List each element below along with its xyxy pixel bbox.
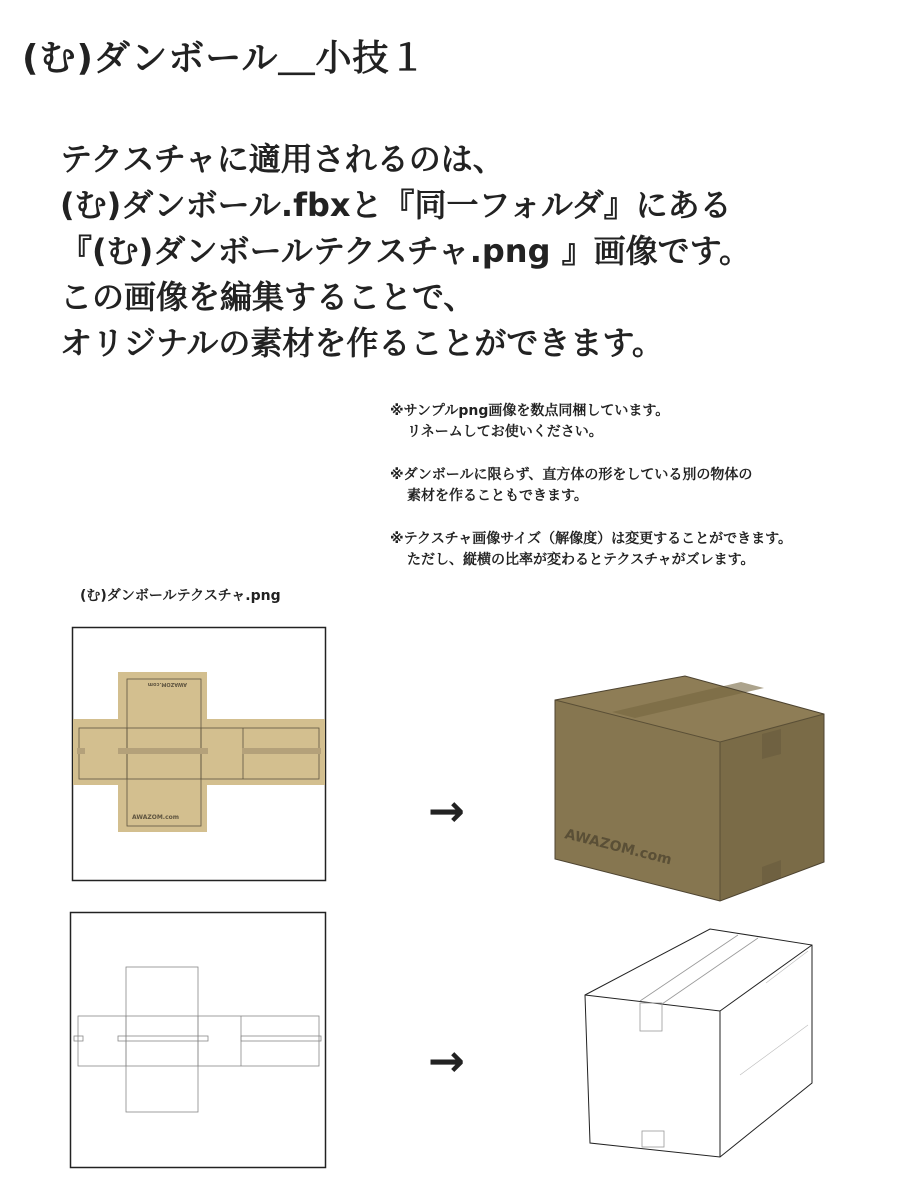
box-outline [580,925,820,1165]
note-line: ※サンプルpng画像を数点同梱しています。 [390,403,670,419]
main-line-3: 『(む)ダンボールテクスチャ.png 』画像です。 [60,232,752,270]
arrow-icon: → [428,786,465,837]
note-line: ただし、縦横の比率が変わるとテクスチャがズレます。 [407,552,755,568]
page-title: (む)ダンボール＿小技１ [22,38,427,79]
texture-colored-panel [72,627,326,881]
arrow-icon: → [428,1036,465,1087]
box-brand: AWAZOM.com [563,826,674,869]
note-texture-size [390,529,792,571]
texture-caption: (む)ダンボールテクスチャ.png [80,588,281,604]
note-other-objects [390,465,792,507]
texture-brand-bottom: AWAZOM.com [132,814,179,821]
note-line: リネームしてお使いください。 [407,424,603,440]
notes [390,401,792,593]
texture-brand-top: AWAZOM.com [147,681,187,687]
main-line-2: (む)ダンボール.fbxと『同一フォルダ』にある [60,186,732,224]
note-line: ※テクスチャ画像サイズ（解像度）は変更することができます。 [390,531,792,547]
note-line: 素材を作ることもできます。 [407,488,588,504]
box-colored [550,672,830,907]
note-line: ※ダンボールに限らず、直方体の形をしている別の物体の [390,467,753,483]
main-line-5: オリジナルの素材を作ることができます。 [60,324,664,362]
main-line-1: テクスチャに適用されるのは、 [60,140,505,178]
main-text [60,136,751,366]
note-sample-images [390,401,792,443]
main-line-4: この画像を編集することで、 [60,278,476,316]
texture-outline-panel [70,912,326,1168]
